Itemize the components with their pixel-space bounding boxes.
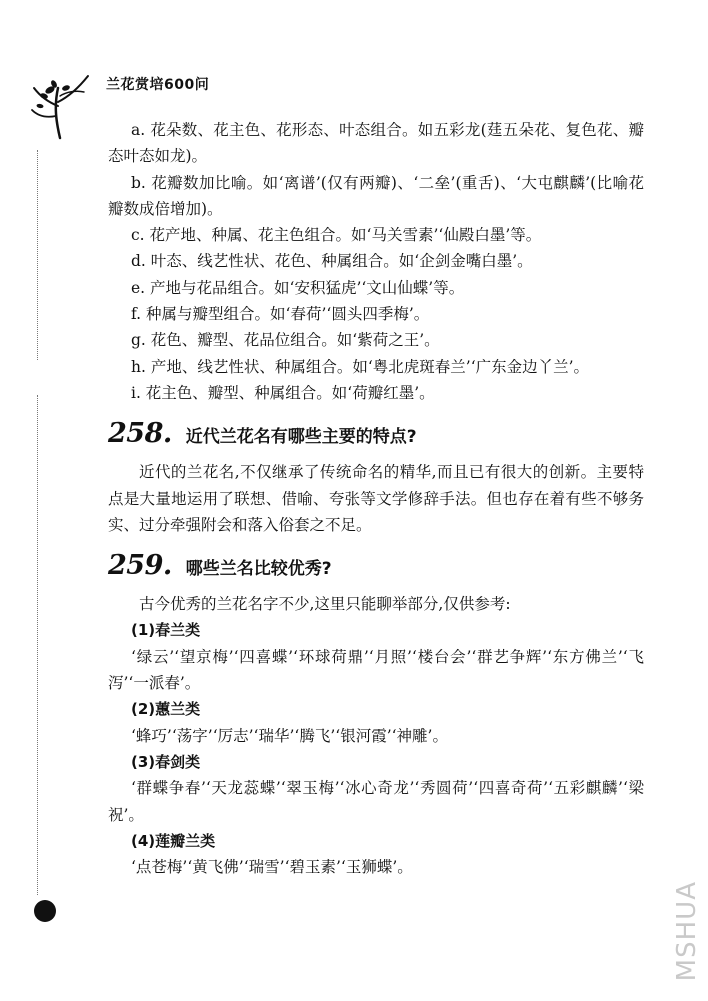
list-item: b. 花瓣数加比喻。如‘离谱’(仅有两瓣)、‘二垒’(重舌)、‘大屯麒麟’(比喻花瓣数成倍增加)。 [108,173,644,218]
category-label: (4)莲瓣兰类 [131,831,216,850]
category-label: (3)春剑类 [131,752,201,771]
margin-dotted-line [37,395,38,895]
list-item: e. 产地与花品组合。如‘安积猛虎’‘文山仙蝶’等。 [131,278,465,297]
question-number: 258. [108,418,172,450]
list-item: d. 叶态、线艺性状、花色、种属组合。如‘企剑金嘴白墨’。 [131,252,533,271]
question-heading-258 [108,418,644,449]
answer-intro: 古今优秀的兰花名字不少,这里只能聊举部分,仅供参考: [139,595,511,614]
margin-dotted-line [37,150,38,360]
category-names: ‘群蝶争春’‘天龙蕊蝶’‘翠玉梅’‘冰心奇龙’‘秀圆荷’‘四喜奇荷’‘五彩麒麟’‘梁祝’。 [108,779,644,824]
page-marker-dot [34,900,56,922]
category-names: ‘蜂巧’‘荡字’‘厉志’‘瑞华’‘腾飞’‘银河霞’‘神雕’。 [131,726,448,745]
list-item: f. 种属与瓣型组合。如‘春荷’‘圆头四季梅’。 [131,305,430,324]
running-header: 兰花赏培600问 [106,77,210,93]
list-item: i. 花主色、瓣型、种属组合。如‘荷瓣红墨’。 [131,383,435,402]
category-names: ‘绿云’‘望京梅’‘四喜蝶’‘环球荷鼎’‘月照’‘楼台会’‘群艺争辉’‘东方佛兰’‘飞泻’‘一派春’。 [108,647,644,693]
watermark: MSHUA [672,880,702,981]
category-names: ‘点苍梅’‘黄飞佛’‘瑞雪’‘碧玉素’‘玉狮蝶’。 [131,858,413,877]
answer-paragraph: 近代的兰花名,不仅继承了传统命名的精华,而且已有很大的创新。主要特点是大量地运用了联想、借喻、夸张等文学修辞手法。但也存在着有些不够务实、过分牵强附会和落入俗套之不足。 [108,463,644,534]
question-number: 259. [108,550,172,582]
list-item: c. 花产地、种属、花主色组合。如‘马关雪素’‘仙殿白墨’等。 [131,226,542,245]
question-title: 近代兰花名有哪些主要的特点? [185,427,417,448]
list-item: a. 花朵数、花主色、花形态、叶态组合。如五彩龙(莛五朵花、复色花、瓣态叶态如龙)。 [108,121,644,166]
category-label: (2)蕙兰类 [131,700,201,719]
question-title: 哪些兰名比较优秀? [185,559,332,580]
orchid-decoration-icon [30,66,110,146]
page-body [108,117,644,880]
question-heading-259 [108,550,644,581]
list-item: g. 花色、瓣型、花品位组合。如‘紫荷之王’。 [131,331,440,350]
category-label: (1)春兰类 [131,621,201,640]
list-item: h. 产地、线艺性状、种属组合。如‘粤北虎斑春兰’‘广东金边丫兰’。 [131,357,590,376]
